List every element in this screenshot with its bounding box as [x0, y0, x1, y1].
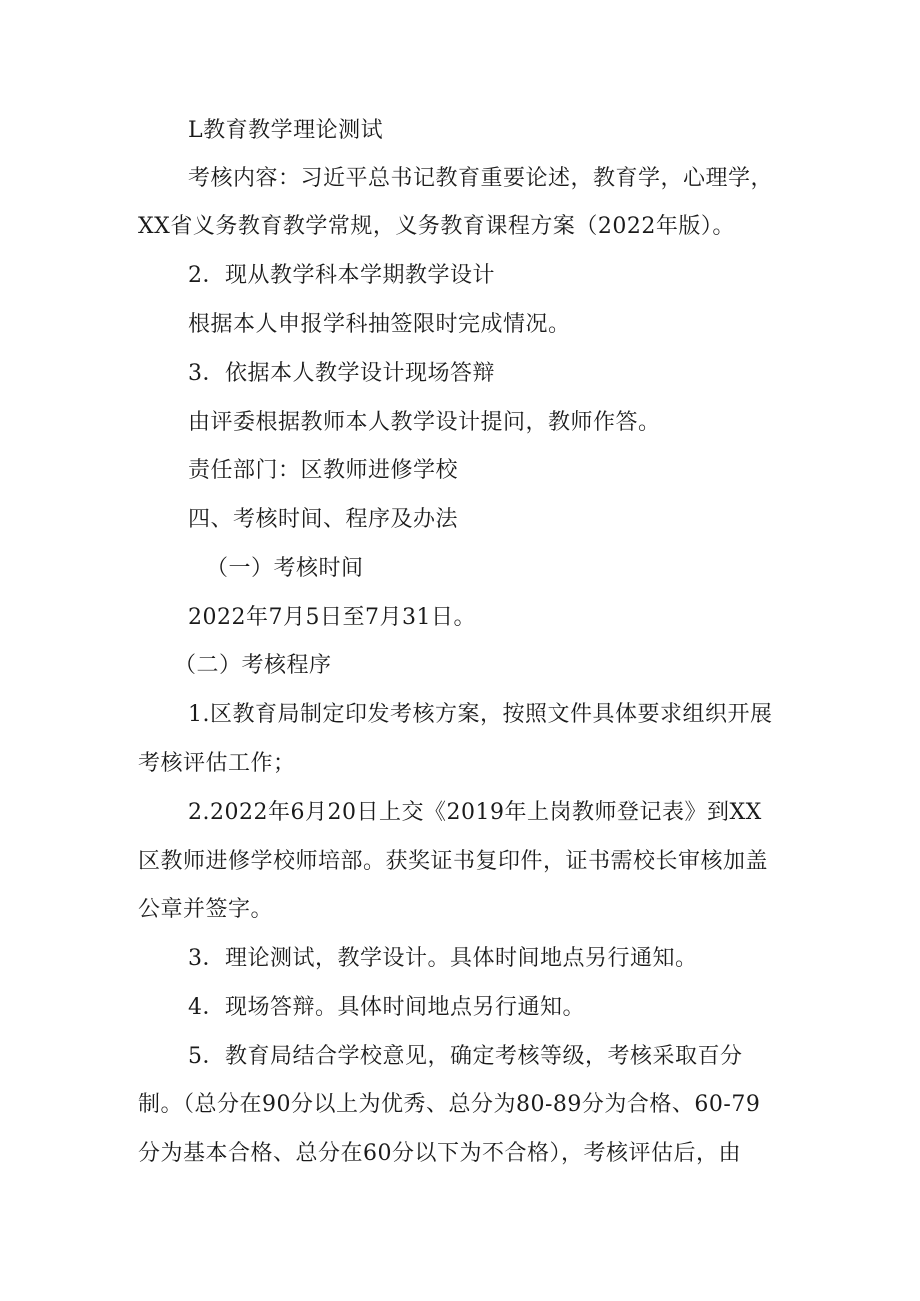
section-heading: 四、考核时间、程序及办法: [188, 507, 459, 532]
paragraph-line: 由评委根据教师本人教学设计提问，教师作答。: [188, 410, 661, 435]
paragraph-line: 考核内容：习近平总书记教育重要论述，教育学，心理学，: [188, 166, 774, 191]
paragraph-line: 4．现场答辩。具体时间地点另行通知。: [188, 995, 585, 1020]
paragraph-line: 制。（总分在90分以上为优秀、总分为80-89分为合格、60-79: [138, 1092, 761, 1117]
paragraph-line: 区教师进修学校师培部。获奖证书复印件，证书需校长审核加盖: [138, 849, 769, 874]
paragraph-line: L教育教学理论测试: [188, 118, 384, 143]
subsection-heading: （二）考核程序: [174, 653, 332, 678]
paragraph-line: 3．依据本人教学设计现场答辩: [188, 361, 495, 386]
paragraph-line: 2022年7月5日至7月31日。: [188, 605, 476, 630]
subsection-heading: （一）考核时间: [206, 556, 364, 581]
paragraph-line: 分为基本合格、总分在60分以下为不合格），考核评估后，由: [138, 1141, 741, 1166]
paragraph-line: 2.2022年6月20日上交《2019年上岗教师登记表》到XX: [188, 800, 762, 825]
paragraph-line: 5．教育局结合学校意见，确定考核等级，考核采取百分: [188, 1044, 743, 1069]
paragraph-line: 2．现从教学科本学期教学设计: [188, 263, 495, 288]
paragraph-line: 责任部门：区教师进修学校: [188, 458, 459, 483]
paragraph-line: 公章并签字。: [138, 897, 274, 922]
paragraph-line: 1.区教育局制定印发考核方案，按照文件具体要求组织开展: [188, 702, 773, 727]
paragraph-line: XX省义务教育教学常规，义务教育课程方案（2022年版）。: [138, 214, 735, 239]
paragraph-line: 考核评估工作；: [138, 751, 296, 776]
paragraph-line: 根据本人申报学科抽签限时完成情况。: [188, 312, 571, 337]
paragraph-line: 3．理论测试，教学设计。具体时间地点另行通知。: [188, 946, 698, 971]
